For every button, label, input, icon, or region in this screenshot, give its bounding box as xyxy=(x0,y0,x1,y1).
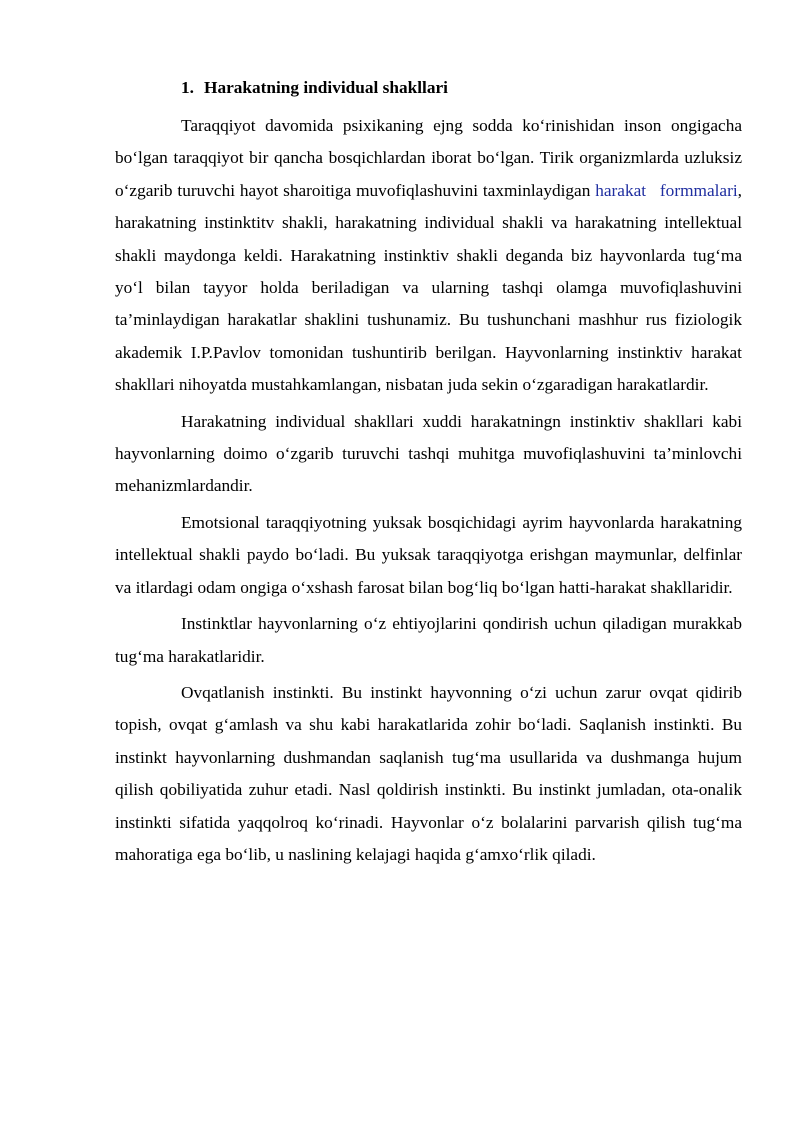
page-content xyxy=(115,72,742,875)
section-number: 1. xyxy=(181,78,194,97)
paragraph-4: Instinktlar hayvonlarning o‘z ehtiyojlarini qondirish uchun qiladigan murakkab tug‘ma harakatlaridir. xyxy=(115,614,742,666)
section-heading xyxy=(181,72,742,104)
paragraph-1-text-before-link: Taraqqiyot davomida psixikaning ejng sodda ko‘rinishidan inson ongigacha bo‘lgan taraqqiyot bir qancha bosqichlardan iborat bo‘lgan. Tirik organizmlarda uzluksiz o‘zgarib turuvchi hayot sharoitiga muvofiqlashuvini taxminlaydigan xyxy=(115,116,742,200)
paragraph-5: Ovqatlanish instinkti. Bu instinkt hayvonning o‘zi uchun zarur ovqat qidirib topish, ovqat g‘amlash va shu kabi harakatlarida zohir bo‘ladi. Saqlanish instinkti. Bu instinkt hayvonlarning dushmandan saqlanish tug‘ma usullarida va dushmanga hujum qilish qobiliyatida zuhur etadi. Nasl qoldirish instinkti. Bu instinkt jumladan, ota-onalik instinkti sifatida yaqqolroq ko‘rinadi. Hayvonlar o‘z bolalarini parvarish qilish tug‘ma mahoratiga ega bo‘lib, u naslining kelajagi haqida g‘amxo‘rlik qiladi. xyxy=(115,682,742,864)
section-title: Harakatning individual shakllari xyxy=(204,78,448,97)
paragraph-1 xyxy=(115,110,742,402)
paragraph-2: Harakatning individual shakllari xuddi harakatningn instinktiv shakllari kabi hayvonlarning doimo o‘zgarib turuvchi tashqi muhitga muvofiqlashuvini ta’minlovchi mehanizmlardandir. xyxy=(115,411,742,496)
harakat-formmalari-link[interactable]: harakat formmalari xyxy=(595,180,738,200)
paragraph-3: Emotsional taraqqiyotning yuksak bosqichidagi ayrim hayvonlarda harakatning intellektual shakli paydo bo‘ladi. Bu yuksak taraqqiyotga erishgan maymunlar, delfinlar va itlardagi odam ongiga o‘xshash farosat bilan bog‘liq bo‘lgan hatti-harakat shakllaridir. xyxy=(115,512,742,597)
paragraph-1-text-after-link: , harakatning instinktitv shakli, harakatning individual shakli va harakatning intellektual shakli maydonga keldi. Harakatning instinktiv shakli deganda biz hayvonlarda tug‘ma yo‘l bilan tayyor holda beriladigan va ularning tashqi olamga muvofiqlashuvini ta’minlaydigan harakatlar shaklini tushunamiz. Bu tushunchani mashhur rus fiziologik akademik I.P.Pavlov tomonidan tushuntirib berilgan. Hayvonlarning instinktiv harakat shakllari nihoyatda mustahkamlangan, nisbatan juda sekin o‘zgaradigan harakatlardir. xyxy=(115,180,742,395)
